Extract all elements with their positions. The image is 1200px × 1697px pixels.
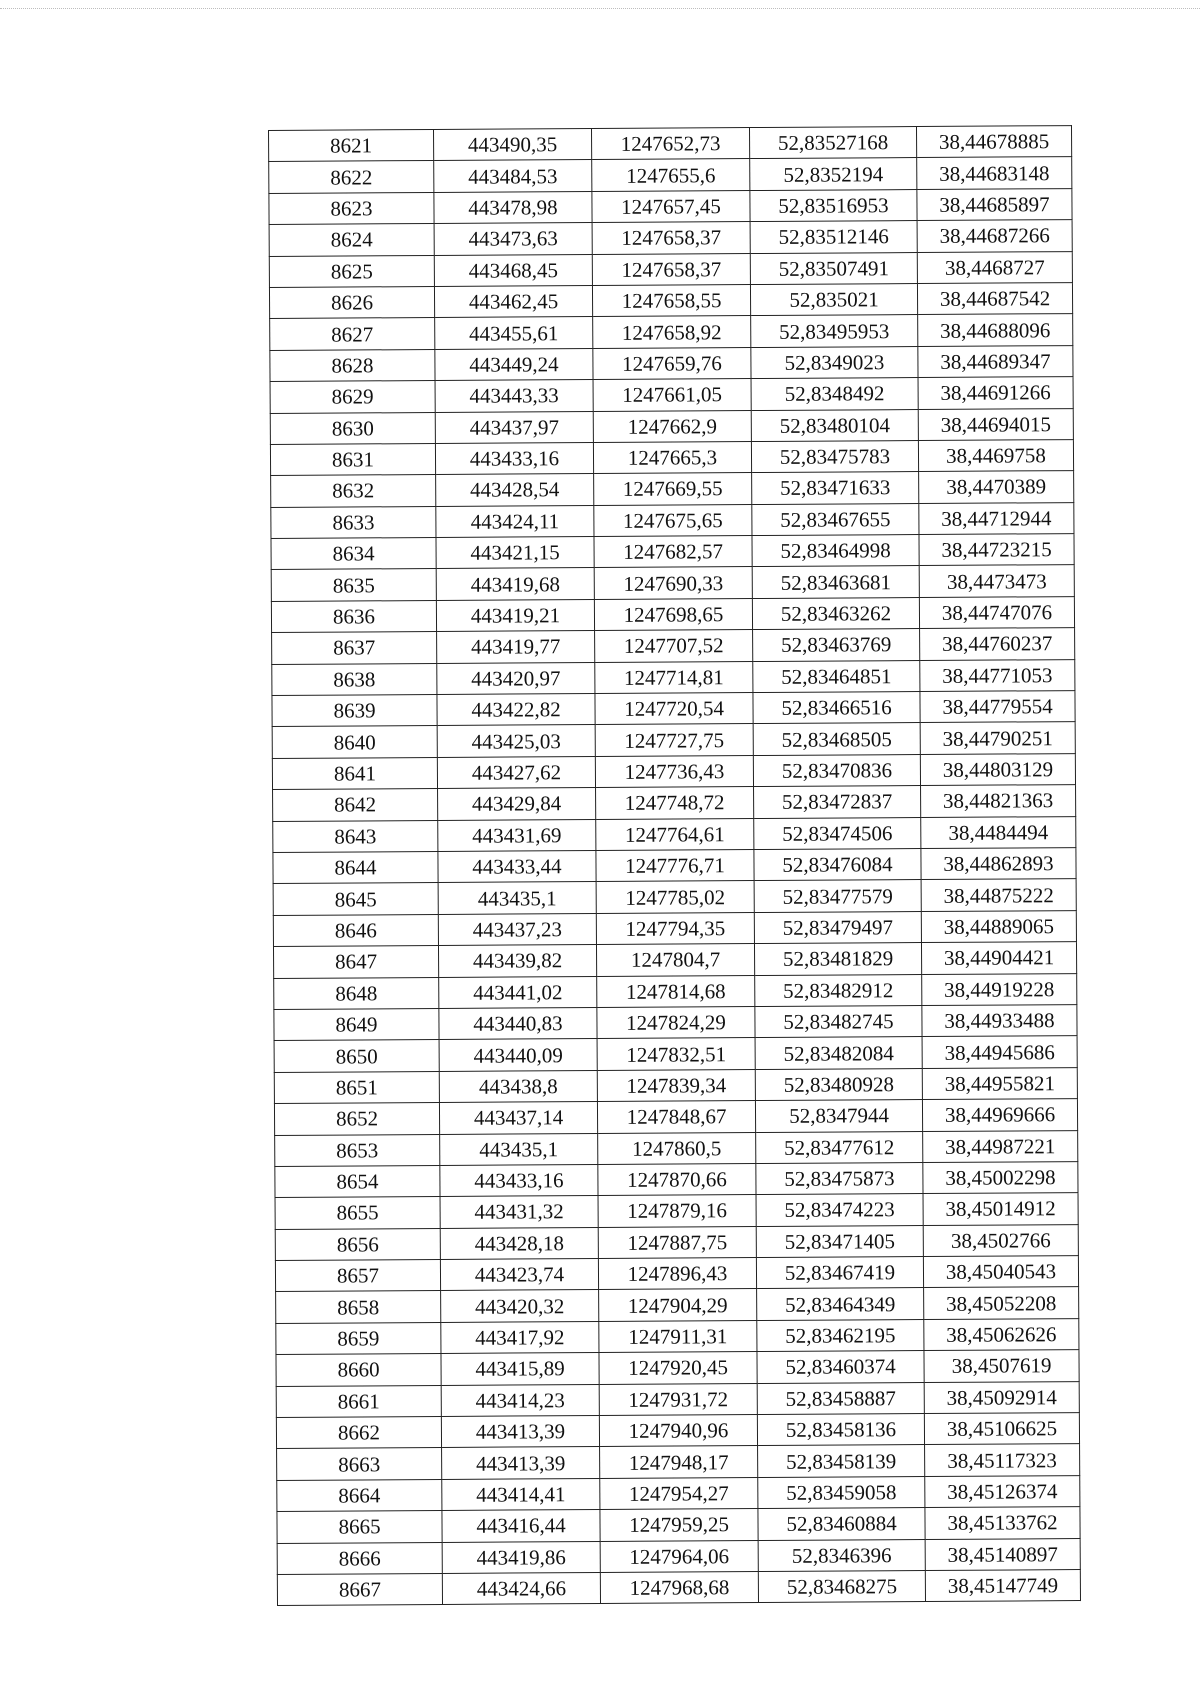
y-coordinate-cell: 1247911,31 (599, 1320, 757, 1352)
longitude-cell: 38,44945686 (922, 1036, 1077, 1068)
y-coordinate-cell: 1247748,72 (596, 787, 754, 819)
latitude-cell: 52,83474223 (756, 1194, 923, 1226)
y-coordinate-cell: 1247655,6 (592, 159, 750, 191)
table-row (275, 1256, 1078, 1292)
table-row (277, 1538, 1080, 1574)
table-row (270, 345, 1073, 381)
scan-edge-line (0, 8, 1200, 9)
point-number-cell: 8621 (269, 129, 434, 161)
latitude-cell: 52,83466516 (753, 692, 920, 724)
table-row (270, 314, 1073, 350)
y-coordinate-cell: 1247764,61 (596, 818, 754, 850)
table-row (272, 691, 1075, 727)
latitude-cell: 52,83527168 (749, 127, 916, 159)
latitude-cell: 52,83464349 (757, 1288, 924, 1320)
y-coordinate-cell: 1247887,75 (598, 1226, 756, 1258)
longitude-cell: 38,4468727 (917, 251, 1072, 283)
point-number-cell: 8666 (277, 1542, 442, 1574)
longitude-cell: 38,45117323 (925, 1444, 1080, 1476)
y-coordinate-cell: 1247698,65 (594, 598, 752, 630)
longitude-cell: 38,44687542 (917, 283, 1072, 315)
point-number-cell: 8624 (269, 224, 434, 256)
latitude-cell: 52,83481829 (754, 943, 921, 975)
latitude-cell: 52,83516953 (750, 189, 917, 221)
y-coordinate-cell: 1247659,76 (593, 347, 751, 379)
longitude-cell: 38,44821363 (921, 785, 1076, 817)
y-coordinate-cell: 1247959,25 (600, 1509, 758, 1541)
x-coordinate-cell: 443414,23 (441, 1384, 599, 1416)
table-row (272, 659, 1075, 695)
longitude-cell: 38,44790251 (920, 722, 1075, 754)
table-row (276, 1413, 1079, 1449)
x-coordinate-cell: 443433,44 (438, 850, 596, 882)
y-coordinate-cell: 1247707,52 (595, 630, 753, 662)
latitude-cell: 52,83458887 (757, 1382, 924, 1414)
point-number-cell: 8623 (269, 192, 434, 224)
y-coordinate-cell: 1247948,17 (600, 1446, 758, 1478)
longitude-cell: 38,44933488 (922, 1005, 1077, 1037)
longitude-cell: 38,4473473 (919, 565, 1074, 597)
y-coordinate-cell: 1247968,68 (600, 1572, 758, 1604)
x-coordinate-cell: 443416,44 (442, 1510, 600, 1542)
x-coordinate-cell: 443417,92 (441, 1321, 599, 1353)
latitude-cell: 52,8347944 (755, 1100, 922, 1132)
table-row (274, 1036, 1077, 1072)
latitude-cell: 52,83495953 (751, 315, 918, 347)
x-coordinate-cell: 443440,83 (439, 1007, 597, 1039)
y-coordinate-cell: 1247714,81 (595, 661, 753, 693)
x-coordinate-cell: 443431,69 (438, 819, 596, 851)
latitude-cell: 52,83458139 (758, 1445, 925, 1477)
point-number-cell: 8635 (271, 569, 436, 601)
longitude-cell: 38,45126374 (925, 1475, 1080, 1507)
point-number-cell: 8639 (272, 695, 437, 727)
table-row (273, 879, 1076, 915)
point-number-cell: 8626 (269, 286, 434, 318)
y-coordinate-cell: 1247727,75 (595, 724, 753, 756)
y-coordinate-cell: 1247675,65 (594, 504, 752, 536)
latitude-cell: 52,8346396 (758, 1539, 925, 1571)
table-row (274, 973, 1077, 1009)
point-number-cell: 8661 (276, 1385, 441, 1417)
y-coordinate-cell: 1247870,66 (598, 1163, 756, 1195)
point-number-cell: 8642 (273, 789, 438, 821)
latitude-cell: 52,83460374 (757, 1351, 924, 1383)
point-number-cell: 8665 (277, 1511, 442, 1543)
longitude-cell: 38,44694015 (918, 408, 1073, 440)
x-coordinate-cell: 443427,62 (437, 756, 595, 788)
table-row (273, 942, 1076, 978)
latitude-cell: 52,83468275 (758, 1570, 925, 1602)
y-coordinate-cell: 1247662,9 (593, 410, 751, 442)
point-number-cell: 8634 (271, 538, 436, 570)
longitude-cell: 38,44723215 (919, 534, 1074, 566)
x-coordinate-cell: 443419,68 (436, 568, 594, 600)
point-number-cell: 8655 (275, 1197, 440, 1229)
table-row (269, 188, 1072, 224)
x-coordinate-cell: 443419,21 (436, 599, 594, 631)
table-row (269, 157, 1072, 193)
latitude-cell: 52,83470836 (753, 754, 920, 786)
point-number-cell: 8641 (272, 757, 437, 789)
x-coordinate-cell: 443421,15 (436, 537, 594, 569)
point-number-cell: 8636 (271, 600, 436, 632)
x-coordinate-cell: 443490,35 (433, 129, 591, 161)
y-coordinate-cell: 1247839,34 (597, 1069, 755, 1101)
point-number-cell: 8633 (271, 506, 436, 538)
x-coordinate-cell: 443424,11 (436, 505, 594, 537)
point-number-cell: 8650 (274, 1040, 439, 1072)
longitude-cell: 38,44687266 (917, 220, 1072, 252)
x-coordinate-cell: 443428,18 (440, 1227, 598, 1259)
x-coordinate-cell: 443440,09 (439, 1039, 597, 1071)
point-number-cell: 8638 (272, 663, 437, 695)
point-number-cell: 8629 (270, 381, 435, 413)
y-coordinate-cell: 1247658,37 (592, 222, 750, 254)
longitude-cell: 38,44987221 (923, 1130, 1078, 1162)
latitude-cell: 52,83482912 (755, 974, 922, 1006)
latitude-cell: 52,83467655 (752, 503, 919, 535)
longitude-cell: 38,45092914 (924, 1381, 1079, 1413)
point-number-cell: 8660 (276, 1354, 441, 1386)
x-coordinate-cell: 443419,77 (437, 631, 595, 663)
point-number-cell: 8667 (277, 1573, 442, 1605)
point-number-cell: 8644 (273, 851, 438, 883)
x-coordinate-cell: 443443,33 (435, 380, 593, 412)
x-coordinate-cell: 443468,45 (434, 254, 592, 286)
x-coordinate-cell: 443433,16 (435, 442, 593, 474)
table-row (276, 1287, 1079, 1323)
longitude-cell: 38,44904421 (921, 942, 1076, 974)
latitude-cell: 52,83462195 (757, 1319, 924, 1351)
table-row (274, 1005, 1077, 1041)
longitude-cell: 38,44779554 (920, 691, 1075, 723)
longitude-cell: 38,44688096 (918, 314, 1073, 346)
latitude-cell: 52,83512146 (750, 221, 917, 253)
x-coordinate-cell: 443425,03 (437, 725, 595, 757)
table-row (274, 1099, 1077, 1135)
y-coordinate-cell: 1247657,45 (592, 190, 750, 222)
x-coordinate-cell: 443422,82 (437, 694, 595, 726)
table-row (273, 816, 1076, 852)
longitude-cell: 38,44760237 (920, 628, 1075, 660)
x-coordinate-cell: 443420,32 (441, 1290, 599, 1322)
point-number-cell: 8649 (274, 1008, 439, 1040)
x-coordinate-cell: 443433,16 (440, 1164, 598, 1196)
longitude-cell: 38,44875222 (921, 879, 1076, 911)
y-coordinate-cell: 1247964,06 (600, 1540, 758, 1572)
y-coordinate-cell: 1247954,27 (600, 1477, 758, 1509)
coordinates-table-body (269, 126, 1081, 1606)
x-coordinate-cell: 443428,54 (436, 474, 594, 506)
longitude-cell: 38,4470389 (919, 471, 1074, 503)
longitude-cell: 38,45062626 (924, 1318, 1079, 1350)
table-row (271, 471, 1074, 507)
point-number-cell: 8656 (275, 1228, 440, 1260)
x-coordinate-cell: 443449,24 (435, 348, 593, 380)
point-number-cell: 8648 (274, 977, 439, 1009)
latitude-cell: 52,83479497 (754, 911, 921, 943)
point-number-cell: 8654 (275, 1165, 440, 1197)
point-number-cell: 8651 (274, 1071, 439, 1103)
point-number-cell: 8653 (275, 1134, 440, 1166)
table-row (276, 1381, 1079, 1417)
x-coordinate-cell: 443473,63 (434, 223, 592, 255)
x-coordinate-cell: 443455,61 (435, 317, 593, 349)
x-coordinate-cell: 443413,39 (441, 1416, 599, 1448)
longitude-cell: 38,45133762 (925, 1507, 1080, 1539)
longitude-cell: 38,45002298 (923, 1161, 1078, 1193)
longitude-cell: 38,44689347 (918, 345, 1073, 377)
longitude-cell: 38,45052208 (924, 1287, 1079, 1319)
longitude-cell: 38,45106625 (924, 1413, 1079, 1445)
y-coordinate-cell: 1247669,55 (594, 473, 752, 505)
point-number-cell: 8632 (271, 475, 436, 507)
latitude-cell: 52,83460884 (758, 1508, 925, 1540)
y-coordinate-cell: 1247652,73 (591, 128, 749, 160)
longitude-cell: 38,44685897 (917, 188, 1072, 220)
latitude-cell: 52,83475783 (751, 440, 918, 472)
table-row (275, 1224, 1078, 1260)
latitude-cell: 52,83467419 (756, 1257, 923, 1289)
y-coordinate-cell: 1247736,43 (595, 755, 753, 787)
latitude-cell: 52,83482084 (755, 1037, 922, 1069)
point-number-cell: 8630 (270, 412, 435, 444)
longitude-cell: 38,44771053 (920, 659, 1075, 691)
latitude-cell: 52,83475873 (756, 1162, 923, 1194)
y-coordinate-cell: 1247658,92 (593, 316, 751, 348)
point-number-cell: 8643 (273, 820, 438, 852)
point-number-cell: 8637 (272, 632, 437, 664)
point-number-cell: 8659 (276, 1322, 441, 1354)
longitude-cell: 38,4469758 (918, 439, 1073, 471)
x-coordinate-cell: 443429,84 (438, 788, 596, 820)
table-row (269, 283, 1072, 319)
latitude-cell: 52,83480104 (751, 409, 918, 441)
table-row (277, 1570, 1080, 1606)
y-coordinate-cell: 1247794,35 (596, 912, 754, 944)
y-coordinate-cell: 1247920,45 (599, 1352, 757, 1384)
table-row (275, 1161, 1078, 1197)
y-coordinate-cell: 1247720,54 (595, 693, 753, 725)
longitude-cell: 38,44955821 (922, 1067, 1077, 1099)
latitude-cell: 52,83468505 (753, 723, 920, 755)
latitude-cell: 52,83463262 (752, 597, 919, 629)
table-row (273, 910, 1076, 946)
y-coordinate-cell: 1247904,29 (599, 1289, 757, 1321)
table-row (272, 753, 1075, 789)
y-coordinate-cell: 1247682,57 (594, 536, 752, 568)
table-row (271, 565, 1074, 601)
x-coordinate-cell: 443437,23 (438, 913, 596, 945)
table-row (270, 377, 1073, 413)
latitude-cell: 52,83463769 (753, 629, 920, 661)
longitude-cell: 38,44889065 (921, 910, 1076, 942)
x-coordinate-cell: 443423,74 (440, 1259, 598, 1291)
latitude-cell: 52,83471633 (752, 472, 919, 504)
y-coordinate-cell: 1247848,67 (597, 1101, 755, 1133)
table-row (273, 785, 1076, 821)
longitude-cell: 38,44683148 (917, 157, 1072, 189)
table-row (276, 1318, 1079, 1354)
latitude-cell: 52,83472837 (754, 786, 921, 818)
latitude-cell: 52,8349023 (751, 346, 918, 378)
point-number-cell: 8662 (276, 1416, 441, 1448)
longitude-cell: 38,44691266 (918, 377, 1073, 409)
x-coordinate-cell: 443437,97 (435, 411, 593, 443)
latitude-cell: 52,83471405 (756, 1225, 923, 1257)
table-row (277, 1444, 1080, 1480)
y-coordinate-cell: 1247658,37 (592, 253, 750, 285)
point-number-cell: 8663 (277, 1448, 442, 1480)
table-row (275, 1193, 1078, 1229)
latitude-cell: 52,8352194 (750, 158, 917, 190)
y-coordinate-cell: 1247665,3 (593, 441, 751, 473)
x-coordinate-cell: 443435,1 (438, 882, 596, 914)
table-row (271, 534, 1074, 570)
x-coordinate-cell: 443413,39 (442, 1447, 600, 1479)
table-row (273, 848, 1076, 884)
longitude-cell: 38,44862893 (921, 848, 1076, 880)
table-row (270, 439, 1073, 475)
x-coordinate-cell: 443415,89 (441, 1353, 599, 1385)
x-coordinate-cell: 443439,82 (438, 945, 596, 977)
table-row (277, 1507, 1080, 1543)
table-row (271, 502, 1074, 538)
x-coordinate-cell: 443431,32 (440, 1196, 598, 1228)
table-row (269, 220, 1072, 256)
x-coordinate-cell: 443462,45 (434, 285, 592, 317)
table-row (269, 251, 1072, 287)
longitude-cell: 38,4502766 (923, 1224, 1078, 1256)
y-coordinate-cell: 1247804,7 (596, 944, 754, 976)
y-coordinate-cell: 1247896,43 (598, 1258, 756, 1290)
x-coordinate-cell: 443438,8 (439, 1070, 597, 1102)
y-coordinate-cell: 1247940,96 (599, 1415, 757, 1447)
longitude-cell: 38,4507619 (924, 1350, 1079, 1382)
x-coordinate-cell: 443424,66 (442, 1572, 600, 1604)
point-number-cell: 8628 (270, 349, 435, 381)
longitude-cell: 38,45147749 (925, 1570, 1080, 1602)
longitude-cell: 38,45014912 (923, 1193, 1078, 1225)
table-row (275, 1130, 1078, 1166)
longitude-cell: 38,45140897 (925, 1538, 1080, 1570)
point-number-cell: 8646 (273, 914, 438, 946)
coordinates-table (268, 125, 1081, 1606)
latitude-cell: 52,83474506 (754, 817, 921, 849)
longitude-cell: 38,44803129 (920, 753, 1075, 785)
point-number-cell: 8647 (273, 946, 438, 978)
x-coordinate-cell: 443437,14 (439, 1102, 597, 1134)
table-row (271, 596, 1074, 632)
table-row (269, 126, 1072, 162)
latitude-cell: 52,83476084 (754, 849, 921, 881)
latitude-cell: 52,835021 (750, 283, 917, 315)
point-number-cell: 8640 (272, 726, 437, 758)
y-coordinate-cell: 1247785,02 (596, 881, 754, 913)
y-coordinate-cell: 1247661,05 (593, 379, 751, 411)
y-coordinate-cell: 1247690,33 (594, 567, 752, 599)
table-row (274, 1067, 1077, 1103)
latitude-cell: 52,8348492 (751, 378, 918, 410)
x-coordinate-cell: 443419,86 (442, 1541, 600, 1573)
longitude-cell: 38,45040543 (923, 1256, 1078, 1288)
y-coordinate-cell: 1247776,71 (596, 850, 754, 882)
table-row (272, 722, 1075, 758)
table-row (272, 628, 1075, 664)
latitude-cell: 52,83459058 (758, 1476, 925, 1508)
latitude-cell: 52,83463681 (752, 566, 919, 598)
x-coordinate-cell: 443435,1 (440, 1133, 598, 1165)
y-coordinate-cell: 1247879,16 (598, 1195, 756, 1227)
table-row (277, 1475, 1080, 1511)
latitude-cell: 52,83477579 (754, 880, 921, 912)
point-number-cell: 8658 (276, 1291, 441, 1323)
point-number-cell: 8622 (269, 161, 434, 193)
latitude-cell: 52,83464851 (753, 660, 920, 692)
point-number-cell: 8625 (269, 255, 434, 287)
y-coordinate-cell: 1247832,51 (597, 1038, 755, 1070)
longitude-cell: 38,44969666 (922, 1099, 1077, 1131)
point-number-cell: 8645 (273, 883, 438, 915)
point-number-cell: 8657 (275, 1260, 440, 1292)
point-number-cell: 8652 (274, 1103, 439, 1135)
longitude-cell: 38,44919228 (922, 973, 1077, 1005)
y-coordinate-cell: 1247658,55 (592, 285, 750, 317)
latitude-cell: 52,83507491 (750, 252, 917, 284)
longitude-cell: 38,4484494 (921, 816, 1076, 848)
point-number-cell: 8627 (270, 318, 435, 350)
x-coordinate-cell: 443420,97 (437, 662, 595, 694)
x-coordinate-cell: 443484,53 (434, 160, 592, 192)
x-coordinate-cell: 443478,98 (434, 191, 592, 223)
latitude-cell: 52,83464998 (752, 535, 919, 567)
x-coordinate-cell: 443414,41 (442, 1478, 600, 1510)
table-row (276, 1350, 1079, 1386)
point-number-cell: 8664 (277, 1479, 442, 1511)
longitude-cell: 38,44712944 (919, 502, 1074, 534)
latitude-cell: 52,83477612 (756, 1131, 923, 1163)
point-number-cell: 8631 (270, 443, 435, 475)
longitude-cell: 38,44747076 (919, 596, 1074, 628)
y-coordinate-cell: 1247860,5 (598, 1132, 756, 1164)
y-coordinate-cell: 1247814,68 (597, 975, 755, 1007)
latitude-cell: 52,83482745 (755, 1005, 922, 1037)
x-coordinate-cell: 443441,02 (439, 976, 597, 1008)
latitude-cell: 52,83480928 (755, 1068, 922, 1100)
latitude-cell: 52,83458136 (757, 1414, 924, 1446)
table-row (270, 408, 1073, 444)
y-coordinate-cell: 1247931,72 (599, 1383, 757, 1415)
longitude-cell: 38,44678885 (916, 126, 1071, 158)
y-coordinate-cell: 1247824,29 (597, 1006, 755, 1038)
